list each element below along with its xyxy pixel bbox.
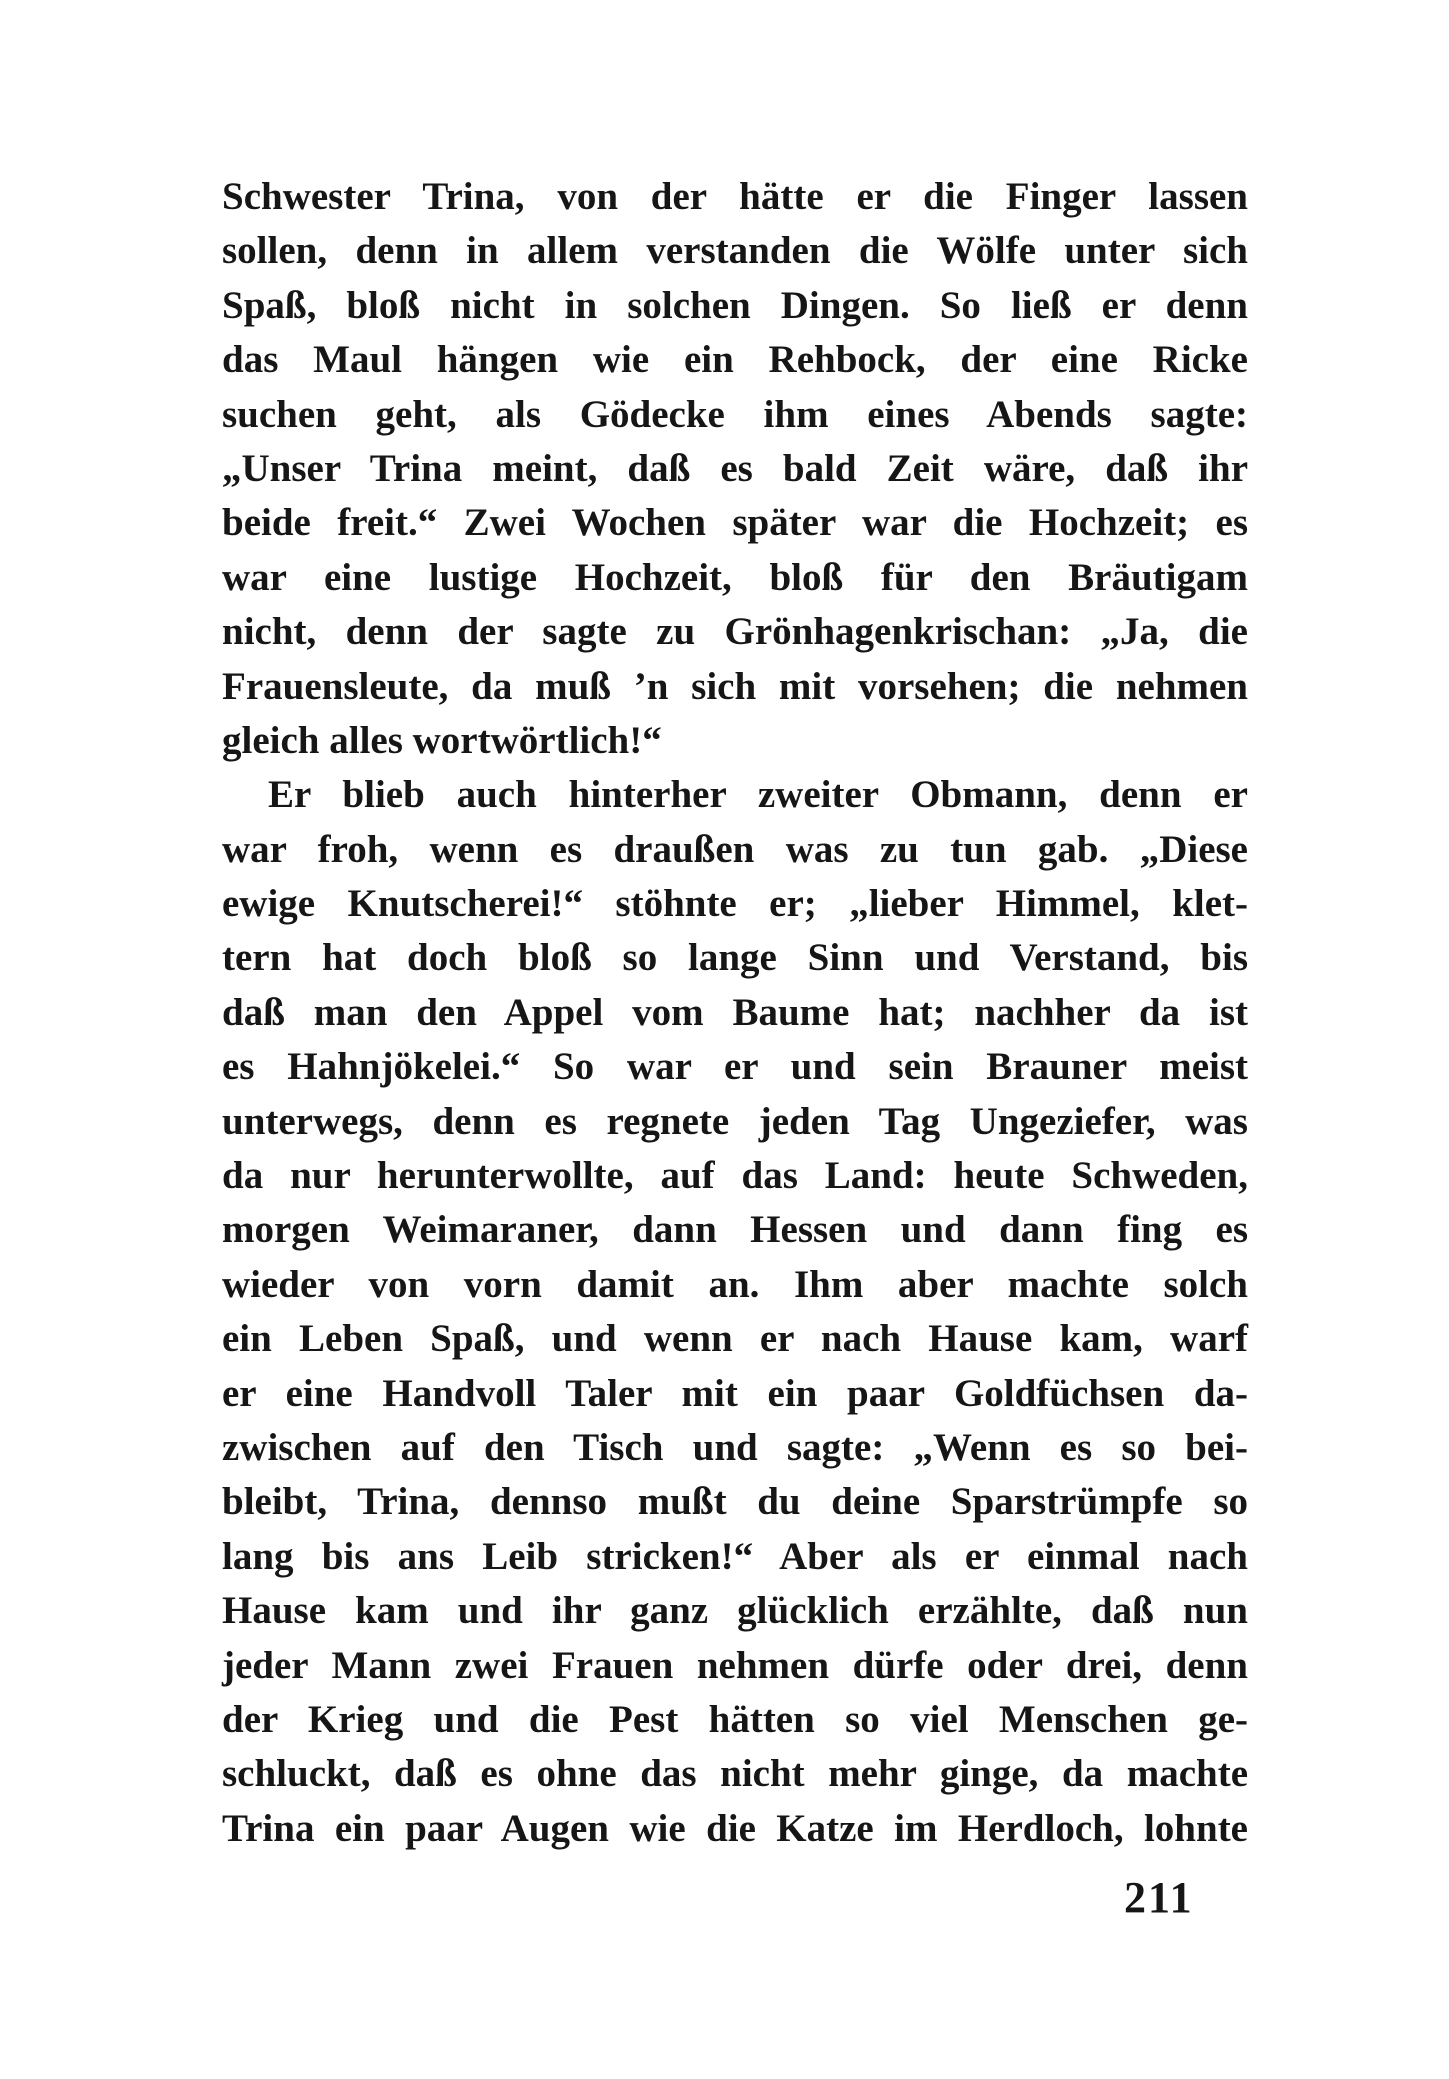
text-line: suchen geht, als Gödecke ihm eines Abends sagte:: [222, 392, 1248, 436]
text-line: Trina ein paar Augen wie die Katze im Herdloch, lohnte: [222, 1806, 1248, 1850]
text-line: es Hahnjökelei.“ So war er und sein Brauner meist: [222, 1045, 1248, 1089]
text-line: tern hat doch bloß so lange Sinn und Verstand, bis: [222, 936, 1248, 980]
text-line: Er blieb auch hinterher zweiter Obmann, denn er: [268, 773, 1248, 817]
text-line: Spaß, bloß nicht in solchen Dingen. So ließ er denn: [222, 283, 1248, 327]
text-line: unterwegs, denn es regnete jeden Tag Ungeziefer, was: [222, 1099, 1248, 1143]
text-line: bleibt, Trina, dennso mußt du deine Sparstrümpfe so: [222, 1480, 1248, 1524]
text-line: Hause kam und ihr ganz glücklich erzählte, daß nun: [222, 1589, 1248, 1633]
text-line: beide freit.“ Zwei Wochen später war die Hochzeit; es: [222, 501, 1248, 545]
text-line: war froh, wenn es draußen was zu tun gab. „Diese: [222, 827, 1248, 871]
text-line: wieder von vorn damit an. Ihm aber machte solch: [222, 1262, 1248, 1306]
text-line: das Maul hängen wie ein Rehbock, der eine Ricke: [222, 338, 1248, 382]
text-line: jeder Mann zwei Frauen nehmen dürfe oder drei, denn: [222, 1643, 1248, 1687]
text-line: gleich alles wortwörtlich!“: [222, 718, 662, 762]
text-line: ein Leben Spaß, und wenn er nach Hause kam, warf: [222, 1317, 1248, 1361]
text-line: er eine Handvoll Taler mit ein paar Goldfüchsen da-: [222, 1371, 1248, 1415]
text-line: nicht, denn der sagte zu Grönhagenkrischan: „Ja, die: [222, 610, 1248, 654]
text-line: „Unser Trina meint, daß es bald Zeit wäre, daß ihr: [222, 446, 1248, 490]
page-body: [222, 170, 1248, 1856]
text-line: Schwester Trina, von der hätte er die Finger lassen: [222, 175, 1248, 218]
text-line: schluckt, daß es ohne das nicht mehr ginge, da machte: [222, 1752, 1248, 1796]
text-line: sollen, denn in allem verstanden die Wölfe unter sich: [222, 229, 1248, 273]
text-line: daß man den Appel vom Baume hat; nachher da ist: [222, 990, 1248, 1034]
text-line: morgen Weimaraner, dann Hessen und dann fing es: [222, 1208, 1248, 1252]
text-line: da nur herunterwollte, auf das Land: heute Schweden,: [222, 1154, 1248, 1198]
text-line: zwischen auf den Tisch und sagte: „Wenn es so bei-: [222, 1425, 1248, 1469]
page-number: 211: [1124, 1873, 1194, 1922]
text-line: der Krieg und die Pest hätten so viel Menschen ge-: [222, 1697, 1248, 1741]
text-line: Frauensleute, da muß ’n sich mit vorsehen; die nehmen: [222, 664, 1248, 708]
text-line: war eine lustige Hochzeit, bloß für den Bräutigam: [222, 555, 1248, 599]
text-line: lang bis ans Leib stricken!“ Aber als er einmal nach: [222, 1534, 1248, 1578]
text-line: ewige Knutscherei!“ stöhnte er; „lieber Himmel, klet-: [222, 882, 1248, 926]
